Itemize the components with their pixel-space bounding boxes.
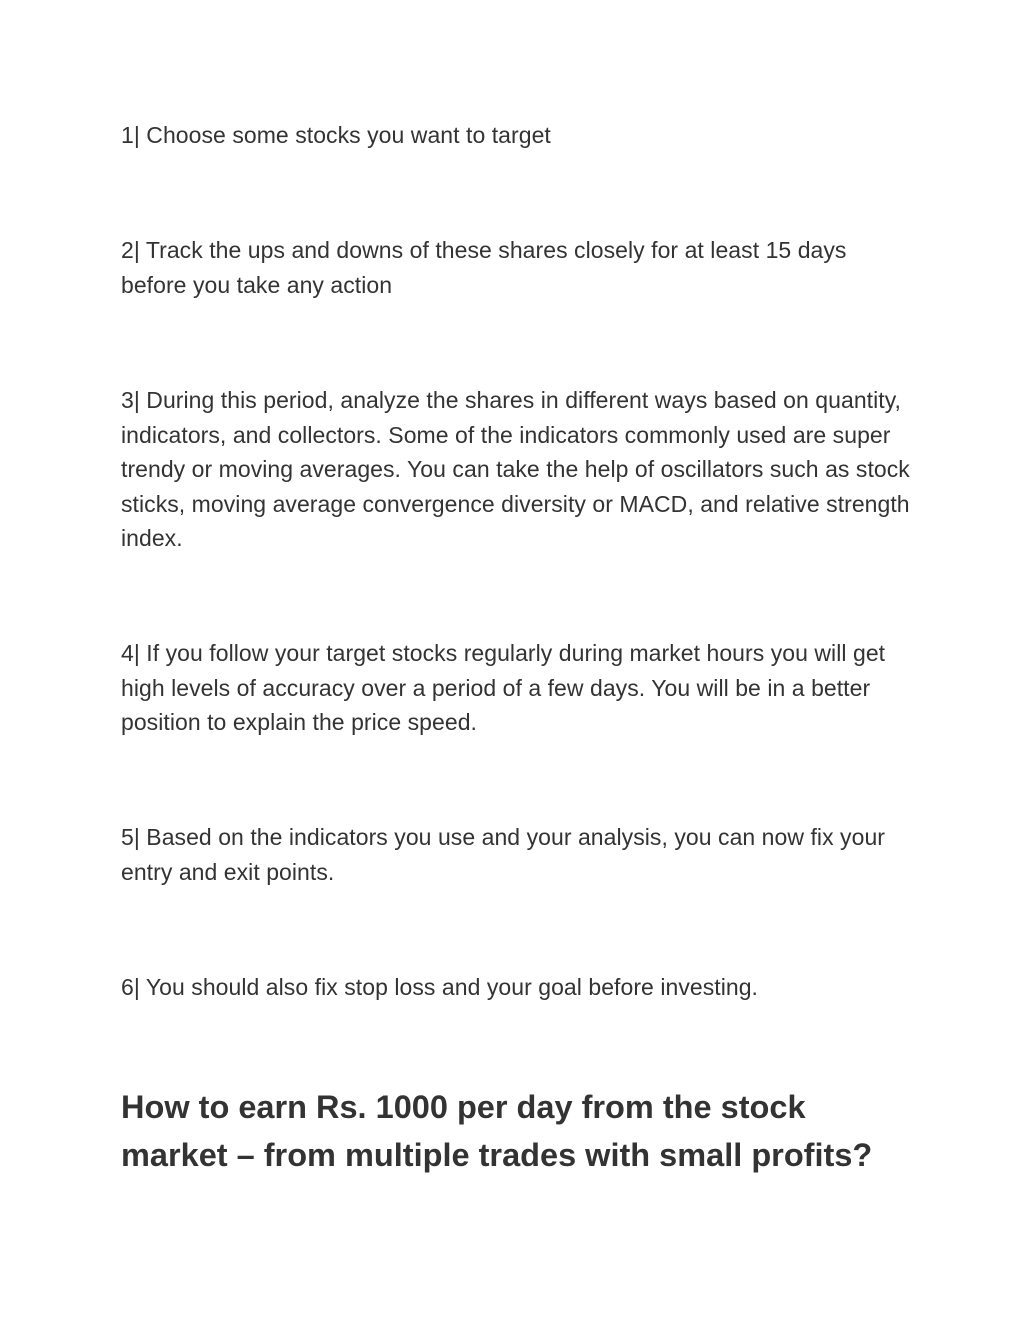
step-4-text: 4| If you follow your target stocks regularly during market hours you will get high levels of accuracy over a period of a few days. You will be in a better position to explain the price speed. [121, 640, 886, 736]
section-heading: How to earn Rs. 1000 per day from the stock market – from multiple trades with small profits? [121, 1089, 873, 1173]
step-1-text: 1| Choose some stocks you want to target [121, 122, 551, 148]
step-5-text: 5| Based on the indicators you use and your analysis, you can now fix your entry and exit points. [121, 824, 886, 885]
step-3-text: 3| During this period, analyze the shares in different ways based on quantity, indicators, and collectors. Some of the indicators commonly used are super trendy or moving averages. You can take the help of oscillators such as stock sticks, moving average convergence diversity or MACD, and relative strength index. [121, 387, 910, 552]
step-2-text: 2| Track the ups and downs of these shares closely for at least 15 days before you take any action [121, 237, 847, 298]
step-6-text: 6| You should also fix stop loss and your goal before investing. [121, 974, 758, 1000]
